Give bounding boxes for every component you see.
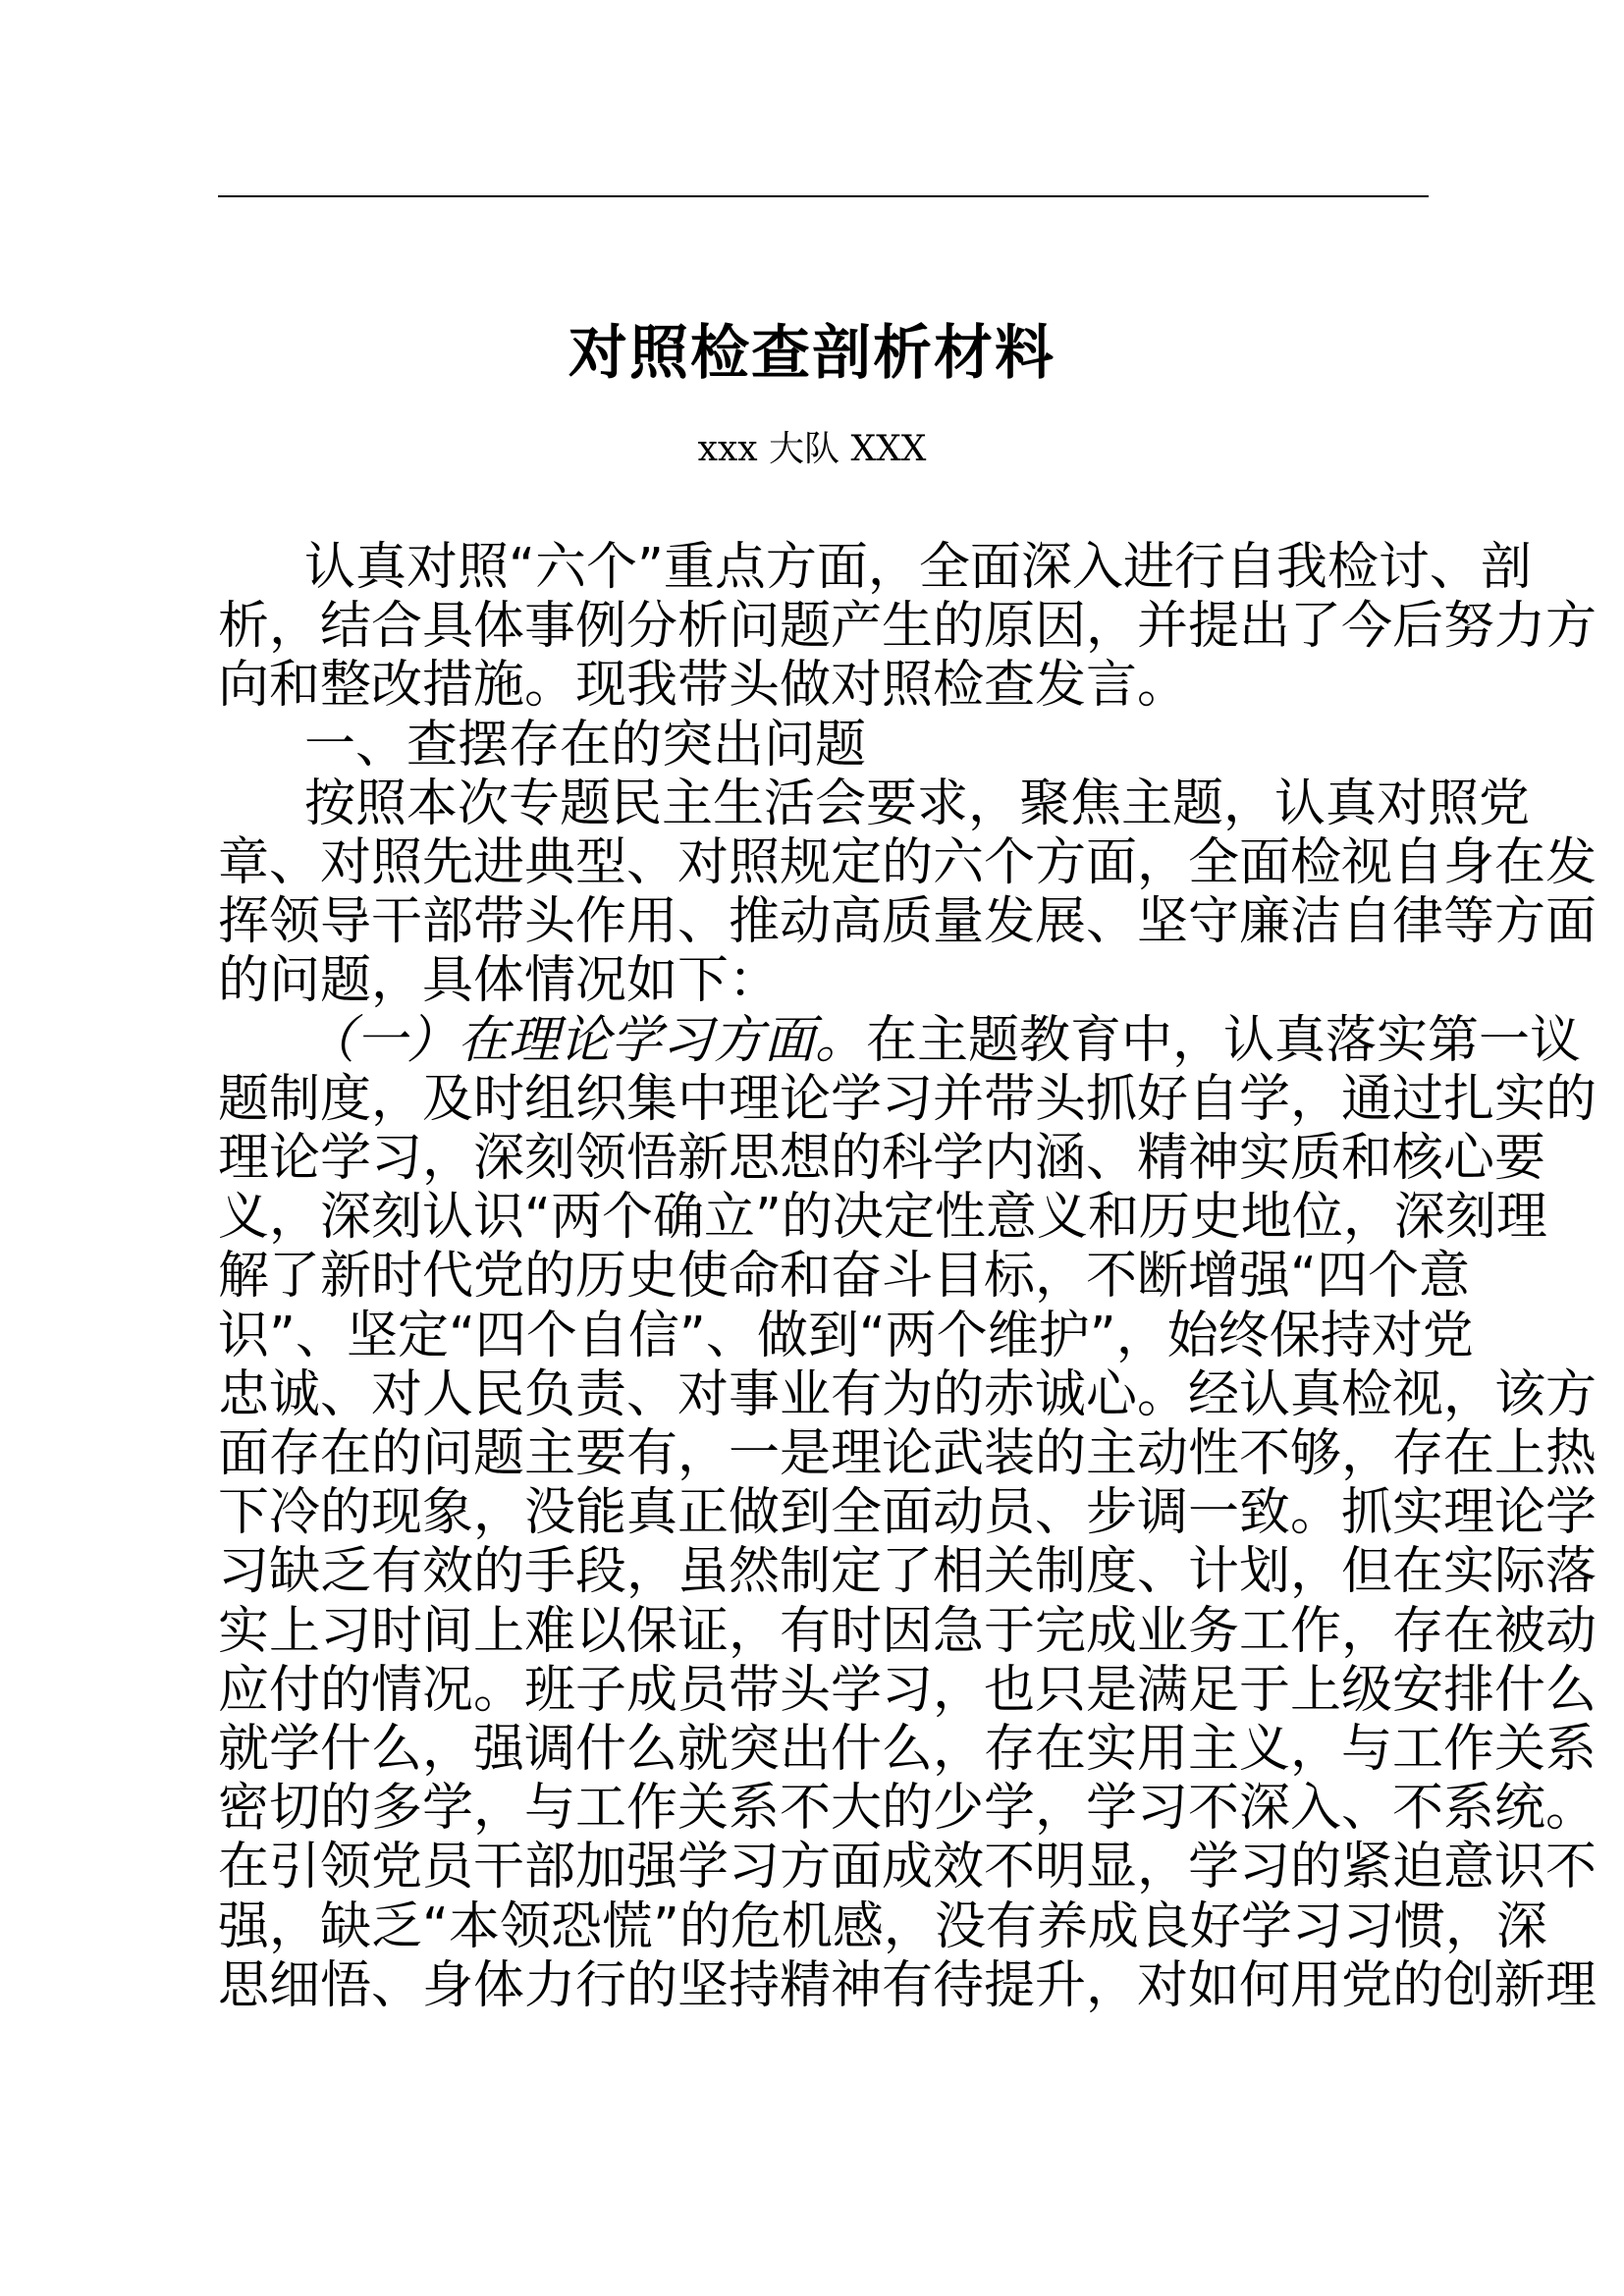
body-line-text: 实上习时间上难以保证，有时因急于完成业务工作，存在被动: [218, 1601, 1597, 1661]
body-line: [218, 1306, 1474, 1365]
body-line-text: 一、查摆存在的突出问题: [304, 715, 867, 774]
body-line-text: 的问题，具体情况如下：: [218, 951, 781, 1011]
body-line: [218, 1424, 1597, 1483]
body-line: [218, 538, 1532, 597]
body-line: [218, 1720, 1597, 1779]
body-line-text: 章、对照先进典型、对照规定的六个方面，全面检视自身在发: [218, 833, 1597, 892]
document-author: xxx 大队 XXX: [697, 429, 927, 469]
body-line: [218, 1896, 1547, 1956]
body-line: [218, 1129, 1546, 1188]
body-line: [218, 1838, 1597, 1897]
body-line: [218, 717, 1429, 774]
body-line-text: 解了新时代党的历史使命和奋斗目标，不断增强“四个意: [218, 1247, 1470, 1307]
body-line: [218, 1364, 1597, 1424]
body-line: [218, 892, 1597, 952]
header-rule: [218, 195, 1429, 197]
body-line-text: 理论学习，深刻领悟新思想的科学内涵、精神实质和核心要: [218, 1129, 1546, 1188]
body-line-text: 析，结合具体事例分析问题产生的原因，并提出了今后努力方: [218, 597, 1597, 657]
body-line-text: 忠诚、对人民负责、对事业有为的赤诚心。经认真检视，该方: [218, 1364, 1597, 1424]
body-line: [218, 774, 1531, 833]
body-line: [218, 1660, 1597, 1720]
section-heading-italic: （一）在理论学习方面。: [304, 1010, 867, 1070]
body-line: [218, 1188, 1547, 1248]
body-line: [218, 952, 1429, 1009]
body-line: [218, 657, 1429, 714]
body-line: [218, 833, 1597, 892]
body-line-text: 向和整改措施。现我带头做对照检查发言。: [218, 656, 1189, 716]
body-line: [218, 1069, 1597, 1129]
body-line: [218, 1542, 1597, 1602]
body-line-text: 识”、坚定“四个自信”、做到“两个维护”，始终保持对党: [218, 1306, 1474, 1365]
body-line-text: 习缺乏有效的手段，虽然制定了相关制度、计划，但在实际落: [218, 1542, 1597, 1602]
body-line-text: 在主题教育中，认真落实第一议: [866, 1010, 1582, 1070]
body-line: [218, 1483, 1597, 1543]
body-line-text: 按照本次专题民主生活会要求，聚焦主题，认真对照党: [304, 774, 1531, 833]
body-line-text: 认真对照“六个”重点方面，全面深入进行自我检讨、剖: [304, 538, 1532, 597]
body-line-text: 在引领党员干部加强学习方面成效不明显，学习的紧迫意识不: [218, 1838, 1597, 1897]
body-line-text: 义，深刻认识“两个确立”的决定性意义和历史地位，深刻理: [218, 1188, 1547, 1248]
body-line: [218, 597, 1597, 657]
body-line: [218, 1010, 1582, 1070]
body-line-text: 下冷的现象，没能真正做到全面动员、步调一致。抓实理论学: [218, 1483, 1597, 1543]
body-line-text: 面存在的问题主要有，一是理论武装的主动性不够，存在上热: [218, 1424, 1597, 1483]
body-line-text: 密切的多学，与工作关系不大的少学，学习不深入、不系统。: [218, 1779, 1597, 1839]
document-title: 对照检查剖析材料: [568, 319, 1056, 388]
body-line-text: 应付的情况。班子成员带头学习，也只是满足于上级安排什么: [218, 1660, 1597, 1720]
body-line: [218, 1601, 1597, 1661]
body-line: [218, 1779, 1597, 1839]
body-line-text: 挥领导干部带头作用、推动高质量发展、坚守廉洁自律等方面: [218, 892, 1597, 952]
body-line-text: 题制度，及时组织集中理论学习并带头抓好自学，通过扎实的: [218, 1069, 1597, 1129]
body-line: [218, 1247, 1470, 1307]
body-line-text: 就学什么，强调什么就突出什么，存在实用主义，与工作关系: [218, 1720, 1597, 1779]
body-line-text: 思细悟、身体力行的坚持精神有待提升，对如何用党的创新理: [218, 1955, 1597, 2015]
body-line-text: 强，缺乏“本领恐慌”的危机感，没有养成良好学习习惯，深: [218, 1896, 1547, 1956]
body-line: [218, 1955, 1597, 2015]
